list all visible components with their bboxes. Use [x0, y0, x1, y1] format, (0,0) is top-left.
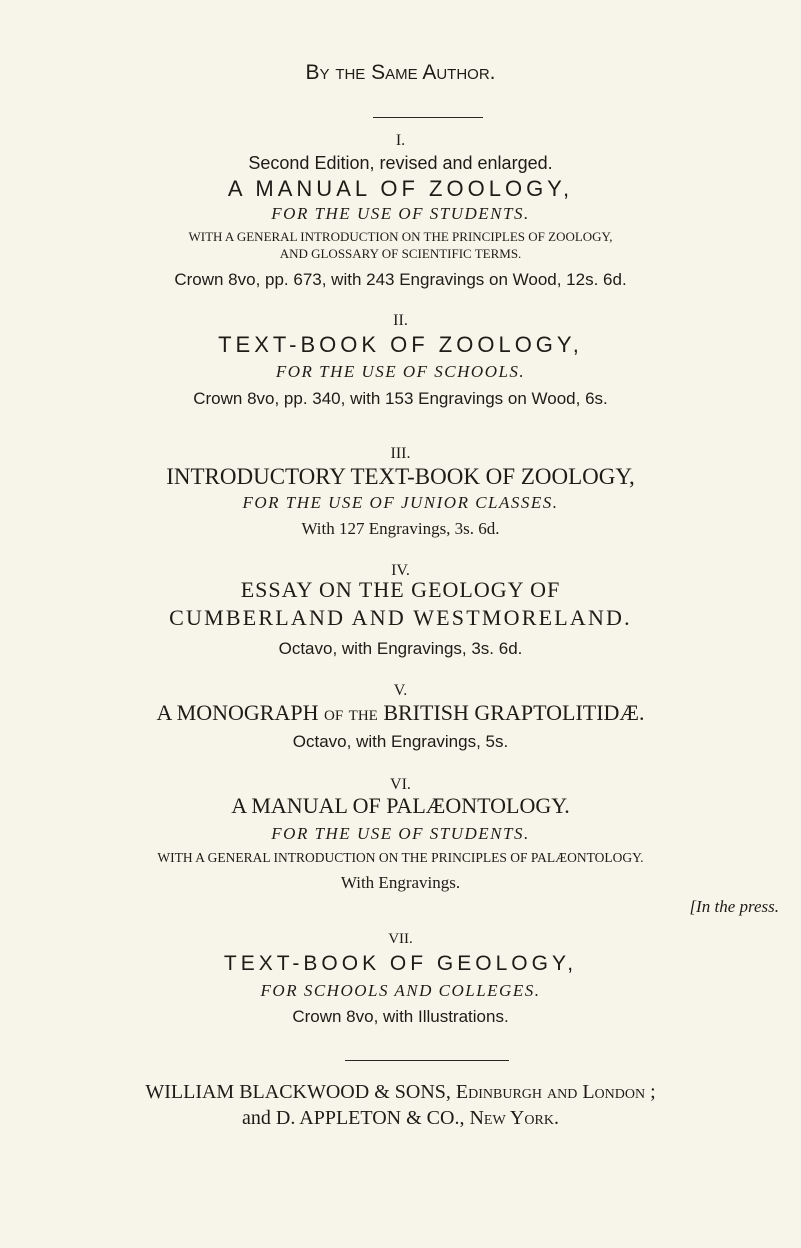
publisher-line-2 [0, 1108, 801, 1128]
book-2-numeral: II. [393, 312, 408, 329]
book-7-subtitle: FOR SCHOOLS AND COLLEGES. [260, 981, 541, 1000]
book-4-details: Octavo, with Engravings, 3s. 6d. [278, 639, 523, 658]
book-2-subtitle: FOR THE USE OF SCHOOLS. [275, 362, 526, 381]
book-6-description: WITH A GENERAL INTRODUCTION ON THE PRINCIPLES OF PALÆONTOLOGY. [157, 850, 644, 865]
book-3-title: INTRODUCTORY TEXT-BOOK OF ZOOLOGY, [166, 464, 635, 489]
book-7-title: TEXT-BOOK OF GEOLOGY, [223, 952, 578, 975]
book-6-details: With Engravings. [340, 873, 461, 892]
book-1-numeral: I. [395, 132, 406, 149]
copublisher-name: and D. APPLETON & CO., [242, 1107, 465, 1129]
book-2-details: Crown 8vo, pp. 340, with 153 Engravings on Wood, 6s. [193, 389, 608, 408]
book-6-subtitle: FOR THE USE OF STUDENTS. [271, 824, 530, 843]
book-6-numeral: VI. [390, 776, 411, 793]
book-1-title: A MANUAL OF ZOOLOGY, [227, 176, 574, 201]
book-5-title-part-2: of the [323, 700, 378, 725]
book-3-details: With 127 Engravings, 3s. 6d. [301, 519, 500, 538]
book-5-numeral: V. [393, 682, 408, 699]
book-5-title [0, 702, 801, 724]
publisher-places: Edinburgh and London ; [455, 1081, 656, 1103]
book-4-title-line-2: CUMBERLAND AND WESTMORELAND. [169, 605, 632, 630]
book-1-edition: Second Edition, revised and enlarged. [248, 153, 553, 173]
book-5-title-part-1: A MONOGRAPH [156, 700, 319, 725]
book-3-subtitle: FOR THE USE OF JUNIOR CLASSES. [242, 493, 559, 512]
book-3-numeral: III. [390, 445, 411, 462]
book-6-title: A MANUAL OF PALÆONTOLOGY. [231, 793, 570, 818]
bottom-rule [345, 1060, 509, 1061]
book-1-description-1: WITH A GENERAL INTRODUCTION ON THE PRINCIPLES OF ZOOLOGY, [188, 229, 613, 244]
page-heading: By the Same Author. [305, 61, 496, 84]
publisher-line-1 [0, 1082, 801, 1102]
book-5-details: Octavo, with Engravings, 5s. [292, 732, 509, 751]
book-2-title: TEXT-BOOK OF ZOOLOGY, [218, 332, 583, 357]
book-1-description-2: AND GLOSSARY OF SCIENTIFIC TERMS. [279, 246, 522, 261]
book-4-title-line-1: ESSAY ON THE GEOLOGY OF [240, 577, 561, 602]
publisher-name: WILLIAM BLACKWOOD & SONS, [145, 1081, 451, 1103]
book-6-note: [In the press. [689, 897, 779, 916]
book-1-details: Crown 8vo, pp. 673, with 243 Engravings on Wood, 12s. 6d. [174, 270, 627, 289]
book-5-title-part-3: BRITISH GRAPTOLITIDÆ. [383, 700, 645, 725]
copublisher-place: New York. [469, 1107, 559, 1129]
book-1-subtitle: FOR THE USE OF STUDENTS. [271, 204, 530, 223]
book-7-details: Crown 8vo, with Illustrations. [292, 1007, 509, 1026]
book-4-numeral: IV. [391, 562, 410, 579]
top-rule [373, 117, 483, 118]
book-7-numeral: VII. [388, 931, 413, 947]
